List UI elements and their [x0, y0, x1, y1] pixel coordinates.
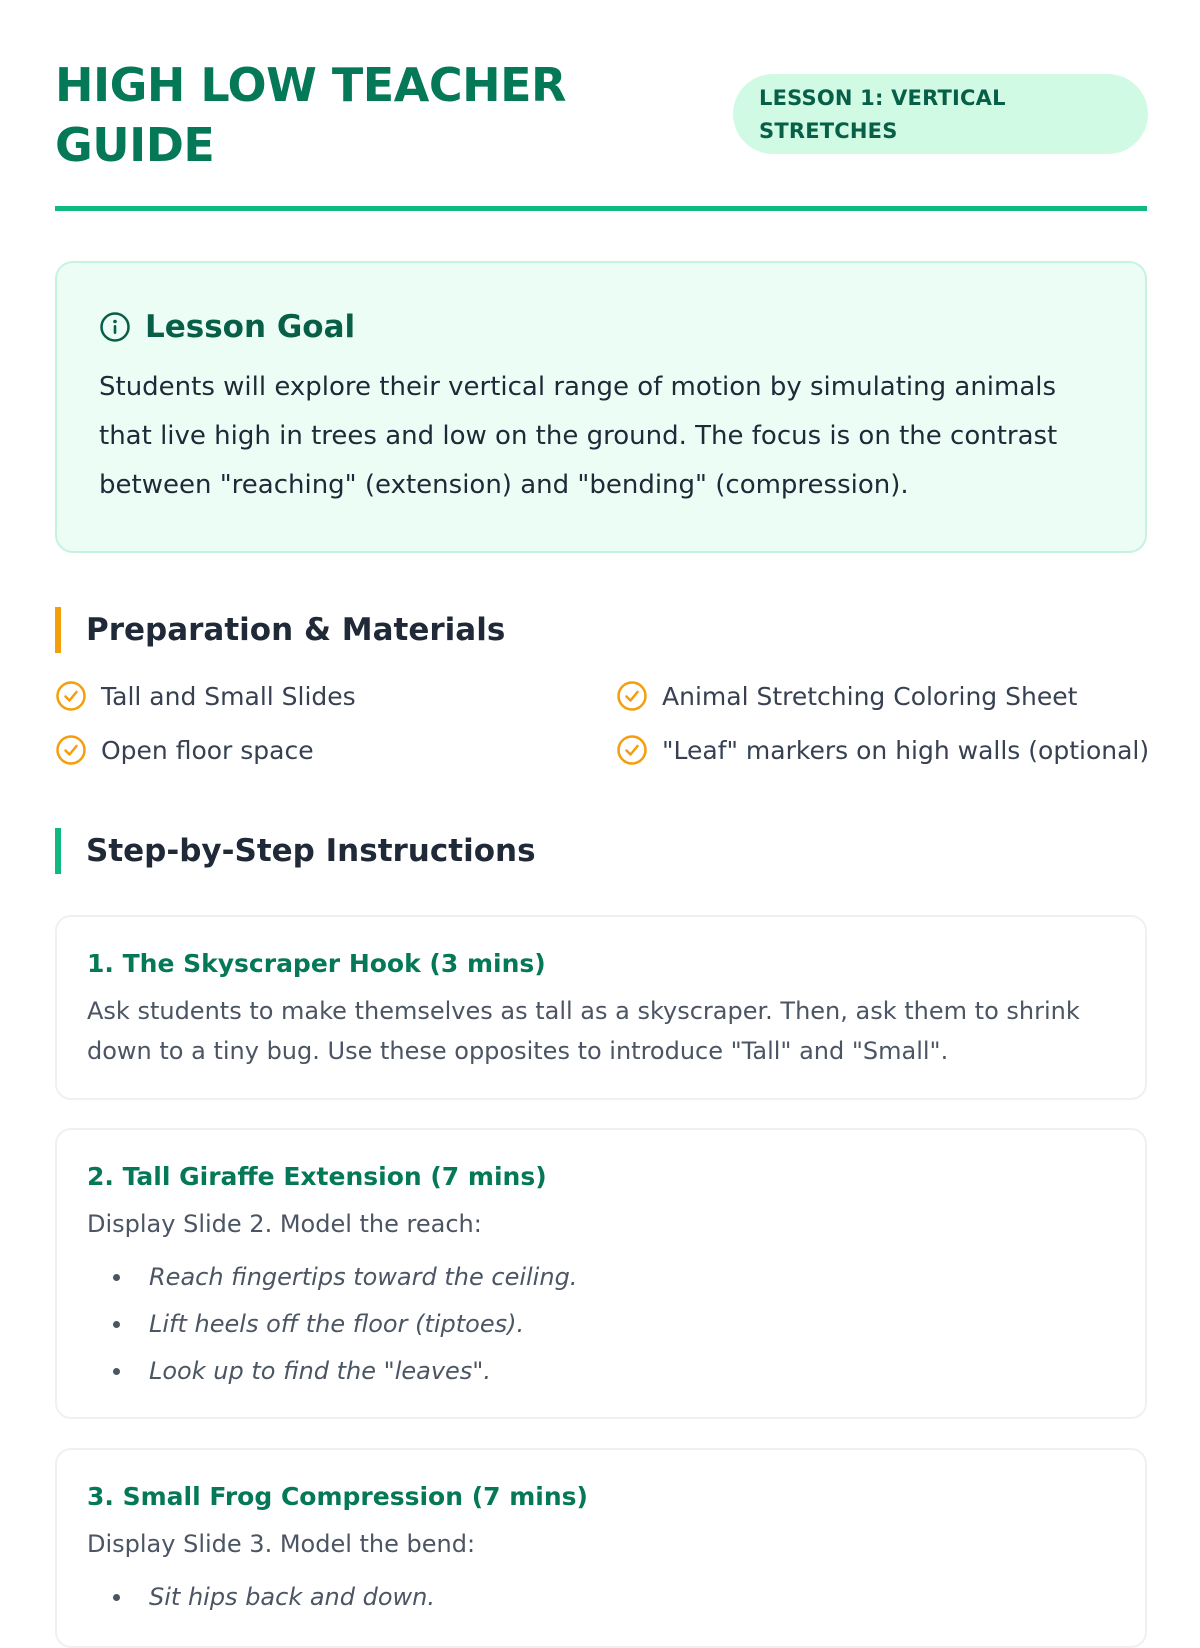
check-circle-icon	[616, 734, 648, 766]
step-card	[55, 1448, 1147, 1648]
check-circle-icon	[616, 680, 648, 712]
step-bullet: Reach fingertips toward the ceiling.	[149, 1254, 1115, 1301]
material-label: "Leaf" markers on high walls (optional)	[662, 735, 1150, 765]
lesson-goal-text: Students will explore their vertical range of motion by simulating animals that live high in trees and low on the ground. The focus is on the contrast between "reaching" (extension) and "bending" (compression).	[99, 372, 1058, 500]
check-circle-icon	[55, 680, 87, 712]
lesson-badge: LESSON 1: VERTICAL STRETCHES	[733, 74, 1148, 154]
lesson-goal-card	[55, 261, 1147, 553]
step-bullet: Lift heels off the floor (tiptoes).	[149, 1301, 1115, 1348]
step-card	[55, 1128, 1147, 1419]
material-item	[616, 734, 1165, 766]
step-title: 3. Small Frog Compression (7 mins)	[87, 1482, 588, 1511]
teacher-guide-page	[55, 0, 1150, 1611]
material-item	[616, 680, 1165, 712]
material-label: Animal Stretching Coloring Sheet	[662, 681, 1078, 711]
step-bullet: Sit hips back and down.	[149, 1574, 1115, 1621]
materials-list	[55, 680, 1165, 766]
info-icon	[99, 311, 131, 343]
step-card	[55, 915, 1147, 1100]
material-label: Tall and Small Slides	[101, 681, 356, 711]
material-label: Open floor space	[101, 735, 314, 765]
step-text: Display Slide 3. Model the bend:	[87, 1530, 476, 1558]
step-bullet-list	[87, 1254, 1115, 1395]
material-item	[55, 734, 616, 766]
page-header	[55, 0, 1147, 211]
step-text: Display Slide 2. Model the reach:	[87, 1210, 482, 1238]
step-title: 2. Tall Giraffe Extension (7 mins)	[87, 1162, 547, 1191]
lesson-goal-header	[99, 305, 1105, 349]
check-circle-icon	[55, 734, 87, 766]
step-title: 1. The Skyscraper Hook (3 mins)	[87, 949, 546, 978]
materials-heading: Preparation & Materials	[55, 607, 755, 653]
step-text: Ask students to make themselves as tall as a skyscraper. Then, ask them to shrink down to a tiny bug. Use these opposites to introduce "Tall" and "Small".	[87, 997, 1080, 1065]
instructions-heading: Step-by-Step Instructions	[55, 828, 755, 874]
step-bullet: Look up to find the "leaves".	[149, 1348, 1115, 1395]
lesson-goal-title: Lesson Goal	[145, 309, 356, 345]
material-item	[55, 680, 616, 712]
step-bullet-list	[87, 1574, 1115, 1621]
page-title: HIGH LOW TEACHER GUIDE	[55, 58, 566, 172]
